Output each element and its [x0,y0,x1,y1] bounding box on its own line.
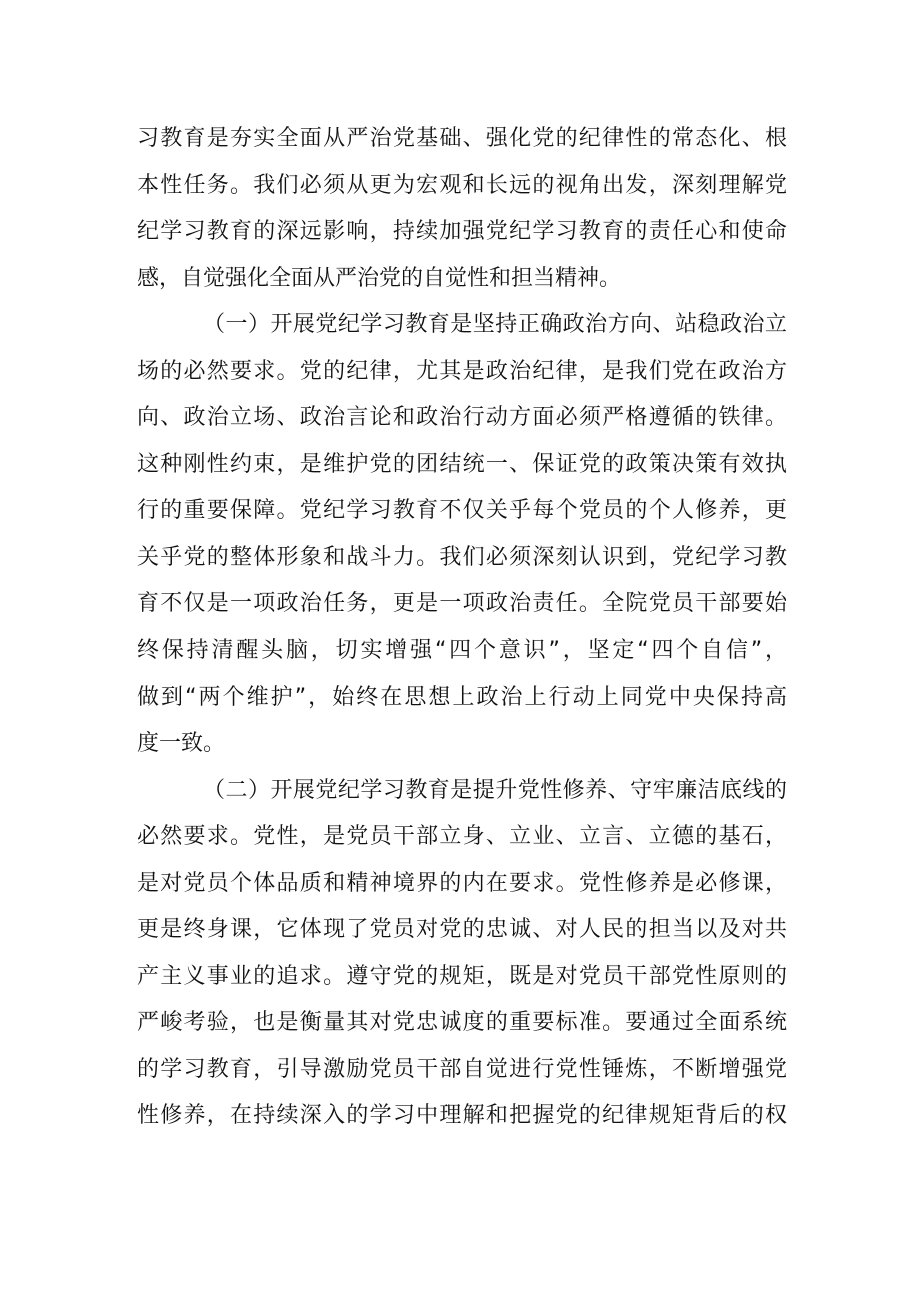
section-heading-line: （一）开展党纪学习教育是坚持正确政治方向、站稳政治立 [203,312,787,338]
section-heading-line: （二）开展党纪学习教育是提升党性修养、守牢廉洁底线的 [203,777,787,803]
text-line: 度一致。 [137,731,226,757]
text-line: 本性任务。我们必须从更为宏观和长远的视角出发，深刻理解党 [137,172,787,198]
text-line: 向、政治立场、政治言论和政治行动方面必须严格遵循的铁律。 [137,405,787,431]
text-line: 行的重要保障。党纪学习教育不仅关乎每个党员的个人修养，更 [137,498,787,524]
text-line: 终保持清醒头脑，切实增强“四个意识”，坚定“四个自信”， [137,638,787,664]
text-line: 性修养，在持续深入的学习中理解和把握党的纪律规矩背后的权 [137,1103,787,1129]
text-line: 的学习教育，引导激励党员干部自觉进行党性锤炼，不断增强党 [137,1056,787,1082]
text-line: 感，自觉强化全面从严治党的自觉性和担当精神。 [137,265,622,291]
text-line: 是对党员个体品质和精神境界的内在要求。党性修养是必修课， [137,870,787,896]
text-line: 必然要求。党性，是党员干部立身、立业、立言、立德的基石， [137,824,787,850]
text-line: 关乎党的整体形象和战斗力。我们必须深刻认识到，党纪学习教 [137,544,787,570]
text-line: 这种刚性约束，是维护党的团结统一、保证党的政策决策有效执 [137,451,787,477]
text-line: 习教育是夯实全面从严治党基础、强化党的纪律性的常态化、根 [137,126,787,151]
text-line: 育不仅是一项政治任务，更是一项政治责任。全院党员干部要始 [137,591,787,617]
text-line: 更是终身课，它体现了党员对党的忠诚、对人民的担当以及对共 [137,917,787,943]
text-line: 严峻考验，也是衡量其对党忠诚度的重要标准。要通过全面系统 [137,1010,787,1036]
text-line: 做到“两个维护”，始终在思想上政治上行动上同党中央保持高 [137,684,787,710]
text-line: 纪学习教育的深远影响，持续加强党纪学习教育的责任心和使命 [137,219,787,245]
text-line: 产主义事业的追求。遵守党的规矩，既是对党员干部党性原则的 [137,963,787,989]
body-text [137,116,787,1140]
text-line: 场的必然要求。党的纪律，尤其是政治纪律，是我们党在政治方 [137,358,787,384]
